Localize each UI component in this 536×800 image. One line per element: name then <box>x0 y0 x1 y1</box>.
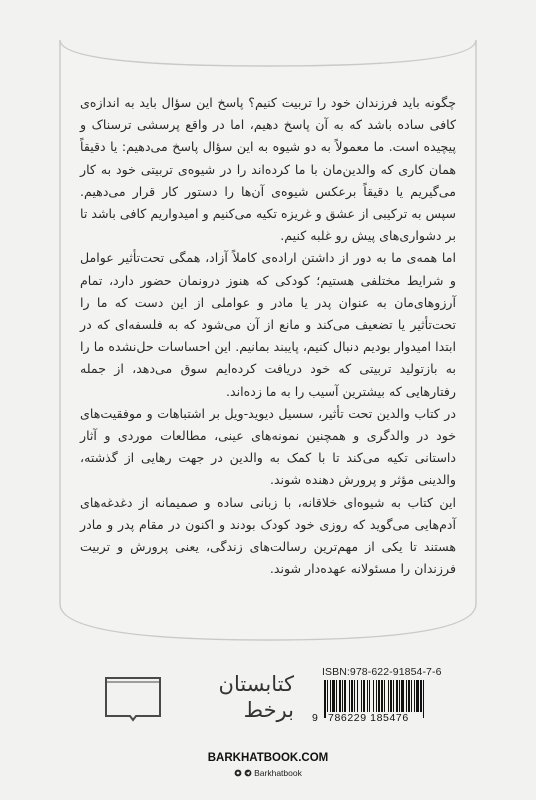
telegram-icon <box>244 769 252 779</box>
barcode-bar <box>416 680 419 712</box>
barcode-bar <box>336 680 337 712</box>
barcode-first-digit: 9 <box>312 712 318 724</box>
barcode-bar <box>367 680 368 712</box>
barcode-bar <box>423 680 424 718</box>
blurb-paragraph-4: این کتاب به شیوه‌ای خلاقانه، با زبانی ساده و صمیمانه از دغدغه‌های آدم‌هایی می‌گوید که روزی خود کودک بودند و اکنون در مقام پدر و مادر هستند تا یکی از مهم‌ترین رسالت‌های زندگی، یعنی پرورش و تربیت فرزندان را مسئولانه عهده‌دار شوند. <box>80 494 456 577</box>
barcode-bar <box>406 680 407 712</box>
barcode-bar <box>399 680 400 712</box>
barcode-bar <box>332 680 335 712</box>
social-handle-text: Barkhatbook <box>254 768 302 778</box>
barcode-bar <box>369 680 370 712</box>
barcode-bar <box>393 680 394 712</box>
open-book-icon <box>102 672 164 726</box>
barcode-bar <box>351 680 353 712</box>
barcode-bar <box>390 680 392 712</box>
blurb-paragraph-1: چگونه باید فرزندان خود را تربیت کنیم؟ پاسخ این سؤال باید به اندازه‌ی کافی ساده باشد که به آن پاسخ دهیم، اما در واقع پرسشی ترسناک و پیچیده است. ما معمولاً به دو شیوه به این سؤال پاسخ می‌دهیم: یا دقیقاً همان کاری که والدین‌مان با ما کرده‌اند را در شیوه‌ی تربیتی خود به کار می‌گیریم یا دقیقاً برعکس شیوه‌ی آن‌ها را دستور کار قرار می‌دهیم. سپس به ترکیبی از عشق و غریزه تکیه می‌کنیم و امیدواریم کافی باشد تا بر دشواری‌های پیش رو غلبه کنیم. <box>80 95 456 244</box>
barcode-bar <box>396 680 398 712</box>
barcode-bar <box>408 680 410 712</box>
publisher-logo-line1: کتابستان <box>218 672 294 696</box>
barcode-bar <box>378 680 380 712</box>
barcode-bar <box>384 680 385 712</box>
barcode-bar <box>349 680 350 712</box>
blurb-paragraph-2: اما همه‌ی ما به دور از داشتن اراده‌ی کاملاً آزاد، همگی تحت‌تأثیر عوامل و شرایط مختلفی هستیم؛ کودکی که هنوز درونمان حضور دارد، تمام آرزوهای‌مان به عنوان پدر یا مادر و عواملی از این دست که ما را تحت‌تأثیر یا تضعیف می‌کند و مانع از آن می‌شود که به فلسفه‌ای که در ابتدا امیدوار بودیم دنبال کنیم، پایبند بمانیم. این احساسات حل‌نشده ما را به بازتولید تربیتی که خود دریافت کرده‌ایم سوق می‌دهد، از جمله رفتارهایی که بیشترین آسیب را به ما زده‌اند. <box>80 250 456 399</box>
barcode-bar <box>363 680 365 712</box>
barcode-bar <box>339 680 341 712</box>
barcode-bar <box>420 680 422 712</box>
barcode-bar <box>357 680 358 712</box>
isbn-label: ISBN:978-622-91854-7-6 <box>322 666 442 678</box>
publisher-logo-line2: برخط <box>243 698 294 722</box>
barcode-bar <box>388 680 389 712</box>
barcode-bar <box>401 680 404 712</box>
barcode-bar <box>330 680 331 712</box>
blurb-text <box>80 92 456 580</box>
barcode-bar <box>344 680 346 712</box>
social-handle[interactable] <box>0 768 536 779</box>
barcode-bar <box>411 680 412 712</box>
instagram-icon <box>234 769 242 779</box>
barcode-digits: 786229 185476 <box>328 712 409 724</box>
barcode-bar <box>361 680 362 712</box>
publisher-website[interactable]: BARKHATBOOK.COM <box>207 752 329 764</box>
barcode-bar <box>414 680 415 712</box>
barcode-bar <box>354 680 355 712</box>
barcode-bar <box>373 680 374 712</box>
blurb-paragraph-3: در کتاب والدین تحت تأثیر، سسیل دیوید-ویل بر اشتباهات و موفقیت‌های خود در والدگری و همچنین نمونه‌های عینی، مطالعات موردی و آثار داستانی تکیه می‌کند تا با کمک به والدین در جهت رهایی از گذشته، والدینی مؤثر و پرورش دهنده شوند. <box>80 405 456 488</box>
barcode-bar <box>381 680 383 712</box>
barcode-bar <box>342 680 343 712</box>
